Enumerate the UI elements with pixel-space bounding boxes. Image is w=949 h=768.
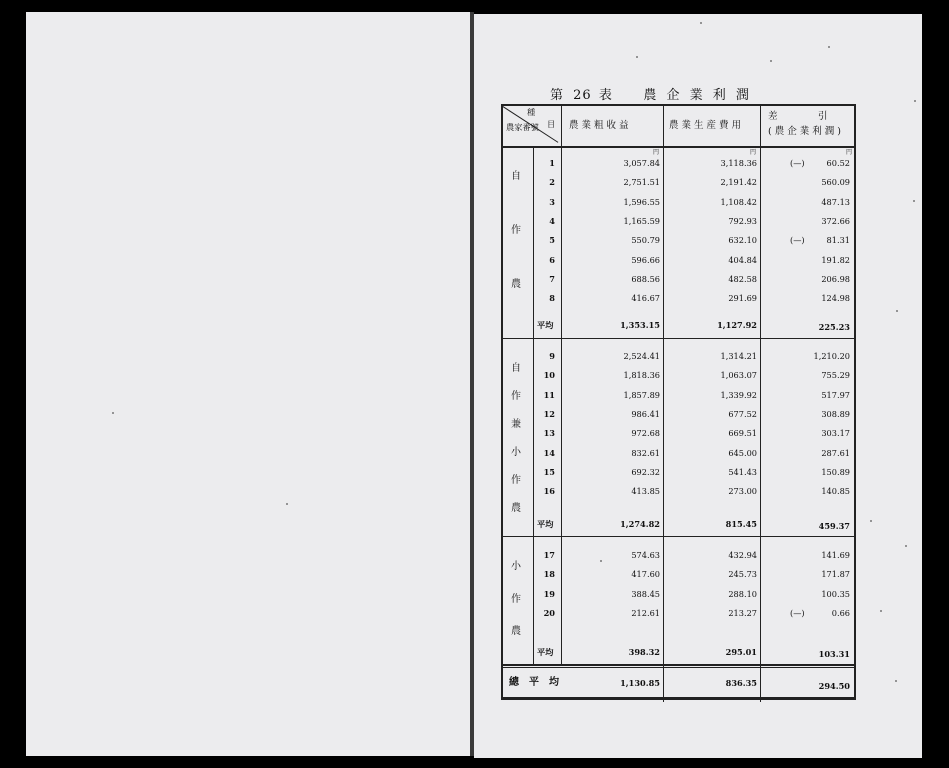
- production-cost-cell: 2,191.42: [720, 177, 757, 188]
- profit-cell: 60.52: [826, 158, 850, 168]
- title-name: 農 企 業 利 潤: [643, 88, 752, 103]
- profit-cell: 755.29: [821, 370, 850, 381]
- rule-group: [533, 146, 534, 664]
- production-cost-cell: 541.43: [728, 466, 757, 477]
- paper-speck: [112, 412, 114, 414]
- production-cost-cell: 645.00: [728, 447, 757, 458]
- rule-header: [503, 146, 854, 148]
- profit-table: [501, 104, 856, 700]
- production-cost-cell: 1,108.42: [720, 196, 757, 207]
- profit-cell: 1,210.20: [813, 351, 850, 361]
- gross-income-cell: 212.61: [631, 607, 660, 618]
- production-cost-cell: 677.52: [728, 408, 757, 419]
- header-production-cost: 農業生産費用: [669, 120, 745, 131]
- header-diff-line1: 差 引: [768, 111, 831, 122]
- group-label-char: 兼: [511, 419, 521, 430]
- average-profit: 103.31: [818, 649, 850, 659]
- farm-number: 3: [549, 196, 555, 207]
- farm-number: 19: [543, 588, 555, 599]
- profit-cell: 81.31: [826, 235, 850, 246]
- average-cost: 815.45: [725, 519, 757, 529]
- profit-cell: 487.13: [821, 196, 850, 207]
- gross-income-cell: 1,857.89: [623, 389, 660, 400]
- average-label: 平均: [537, 519, 554, 529]
- average-label: 平均: [537, 647, 554, 657]
- paper-speck: [913, 200, 915, 202]
- farm-number: 1: [549, 158, 555, 168]
- profit-cell: 191.82: [821, 254, 850, 265]
- paper-speck: [636, 56, 638, 58]
- production-cost-cell: 245.73: [728, 569, 757, 580]
- title-prefix: 第: [550, 88, 567, 103]
- average-cost: 295.01: [725, 647, 757, 657]
- profit-cell: 171.87: [821, 569, 850, 580]
- production-cost-cell: 632.10: [728, 235, 757, 246]
- header-corner-mid: 目: [547, 119, 556, 129]
- gross-income-cell: 986.41: [631, 408, 660, 419]
- gross-income-cell: 574.63: [631, 550, 660, 560]
- header-corner-top: 種: [527, 107, 536, 117]
- gross-income-cell: 2,751.51: [623, 177, 660, 188]
- unit-cost: 円: [749, 149, 756, 156]
- profit-cell: 303.17: [821, 428, 850, 439]
- group-label-char: 自: [511, 363, 521, 374]
- group-label-char: 自: [511, 171, 521, 182]
- production-cost-cell: 1,339.92: [720, 389, 757, 400]
- paper-speck: [286, 503, 288, 505]
- farm-number: 16: [543, 486, 555, 497]
- left-page: [26, 12, 472, 756]
- paper-speck: [914, 100, 916, 102]
- production-cost-cell: 404.84: [728, 254, 757, 265]
- gross-income-cell: 832.61: [631, 447, 660, 458]
- rule-group-bottom: [503, 536, 854, 537]
- grand-total-label: 總 平 均: [509, 677, 559, 688]
- negative-marker: (—): [790, 607, 805, 618]
- group-label-char: 小: [511, 561, 521, 572]
- group-label-char: 農: [511, 503, 521, 514]
- title-suffix: 表: [598, 88, 615, 103]
- negative-marker: (—): [790, 158, 805, 168]
- production-cost-cell: 482.58: [728, 273, 757, 284]
- gross-income-cell: 413.85: [631, 486, 660, 497]
- farm-number: 18: [543, 569, 555, 580]
- group-label-char: 作: [511, 225, 521, 236]
- farm-number: 4: [549, 215, 555, 226]
- production-cost-cell: 432.94: [728, 550, 757, 560]
- farm-number: 2: [549, 177, 555, 188]
- profit-cell: 0.66: [831, 607, 850, 618]
- group-label-char: 小: [511, 447, 521, 458]
- farm-number: 10: [543, 370, 555, 381]
- production-cost-cell: 288.10: [728, 588, 757, 599]
- production-cost-cell: 1,063.07: [720, 370, 757, 381]
- grand-total-gross: 1,130.85: [620, 678, 660, 688]
- grand-total-cost: 836.35: [725, 678, 757, 688]
- profit-cell: 140.85: [821, 486, 850, 497]
- paper-speck: [905, 545, 907, 547]
- rule-total: [503, 667, 854, 668]
- profit-cell: 287.61: [821, 447, 850, 458]
- farm-number: 13: [543, 428, 555, 439]
- negative-marker: (—): [790, 235, 805, 246]
- paper-speck: [828, 46, 830, 48]
- profit-cell: 150.89: [821, 466, 850, 477]
- farm-number: 20: [543, 607, 555, 618]
- rule-group-bottom: [503, 338, 854, 339]
- group-label-char: 農: [511, 279, 521, 290]
- gross-income-cell: 550.79: [631, 235, 660, 246]
- group-label-char: 農: [511, 626, 521, 638]
- profit-cell: 141.69: [821, 550, 850, 560]
- profit-cell: 124.98: [821, 293, 850, 304]
- grand-total-profit: 294.50: [818, 681, 850, 691]
- paper-speck: [870, 520, 872, 522]
- average-cost: 1,127.92: [717, 320, 757, 330]
- farm-number: 12: [543, 408, 555, 419]
- average-profit: 459.37: [818, 521, 850, 531]
- profit-cell: 308.89: [821, 408, 850, 419]
- profit-cell: 560.09: [821, 177, 850, 188]
- gross-income-cell: 3,057.84: [623, 158, 660, 168]
- average-label: 平均: [537, 320, 554, 330]
- gross-income-cell: 1,596.55: [623, 196, 660, 207]
- gross-income-cell: 2,524.41: [623, 351, 660, 361]
- group-label-char: 作: [511, 593, 521, 605]
- farm-number: 14: [543, 447, 555, 458]
- paper-speck: [770, 60, 772, 62]
- farm-number: 11: [543, 389, 555, 400]
- paper-speck: [700, 22, 702, 24]
- average-gross: 398.32: [628, 647, 660, 657]
- header-corner-bottom: 農家番號: [506, 122, 539, 132]
- group-label-char: 作: [511, 391, 521, 402]
- farm-number: 15: [543, 466, 555, 477]
- profit-cell: 517.97: [821, 389, 850, 400]
- paper-speck: [895, 680, 897, 682]
- production-cost-cell: 3,118.36: [720, 158, 757, 168]
- group-label-char: 作: [511, 475, 521, 486]
- production-cost-cell: 273.00: [728, 486, 757, 497]
- gross-income-cell: 596.66: [631, 254, 660, 265]
- gross-income-cell: 1,165.59: [623, 215, 660, 226]
- profit-cell: 100.35: [821, 588, 850, 599]
- gross-income-cell: 388.45: [631, 588, 660, 599]
- gross-income-cell: 1,818.36: [623, 370, 660, 381]
- gross-income-cell: 688.56: [631, 273, 660, 284]
- paper-speck: [896, 310, 898, 312]
- farm-number: 9: [549, 351, 555, 361]
- unit-gross: 円: [652, 149, 659, 156]
- average-gross: 1,274.82: [620, 519, 660, 529]
- header-diff-line2: (農企業利潤): [768, 126, 844, 137]
- unit-diff: 円: [845, 149, 852, 156]
- farm-number: 6: [549, 254, 555, 265]
- paper-speck: [880, 610, 882, 612]
- production-cost-cell: 213.27: [728, 607, 757, 618]
- gross-income-cell: 972.68: [631, 428, 660, 439]
- profit-cell: 206.98: [821, 273, 850, 284]
- farm-number: 7: [549, 273, 555, 284]
- gross-income-cell: 692.32: [631, 466, 660, 477]
- production-cost-cell: 669.51: [728, 428, 757, 439]
- profit-cell: 372.66: [821, 215, 850, 226]
- gross-income-cell: 416.67: [631, 293, 660, 304]
- average-profit: 225.23: [818, 322, 850, 332]
- rule-no: [561, 106, 562, 664]
- table-title: [550, 84, 810, 103]
- gross-income-cell: 417.60: [631, 569, 660, 580]
- average-gross: 1,353.15: [620, 320, 660, 330]
- farm-number: 17: [543, 550, 555, 560]
- header-gross-income: 農業粗收益: [569, 120, 632, 131]
- rule-group-bottom: [503, 664, 854, 666]
- farm-number: 5: [549, 235, 555, 246]
- farm-number: 8: [549, 293, 555, 304]
- production-cost-cell: 792.93: [728, 215, 757, 226]
- production-cost-cell: 291.69: [728, 293, 757, 304]
- title-number: 26: [573, 88, 592, 103]
- production-cost-cell: 1,314.21: [720, 351, 757, 361]
